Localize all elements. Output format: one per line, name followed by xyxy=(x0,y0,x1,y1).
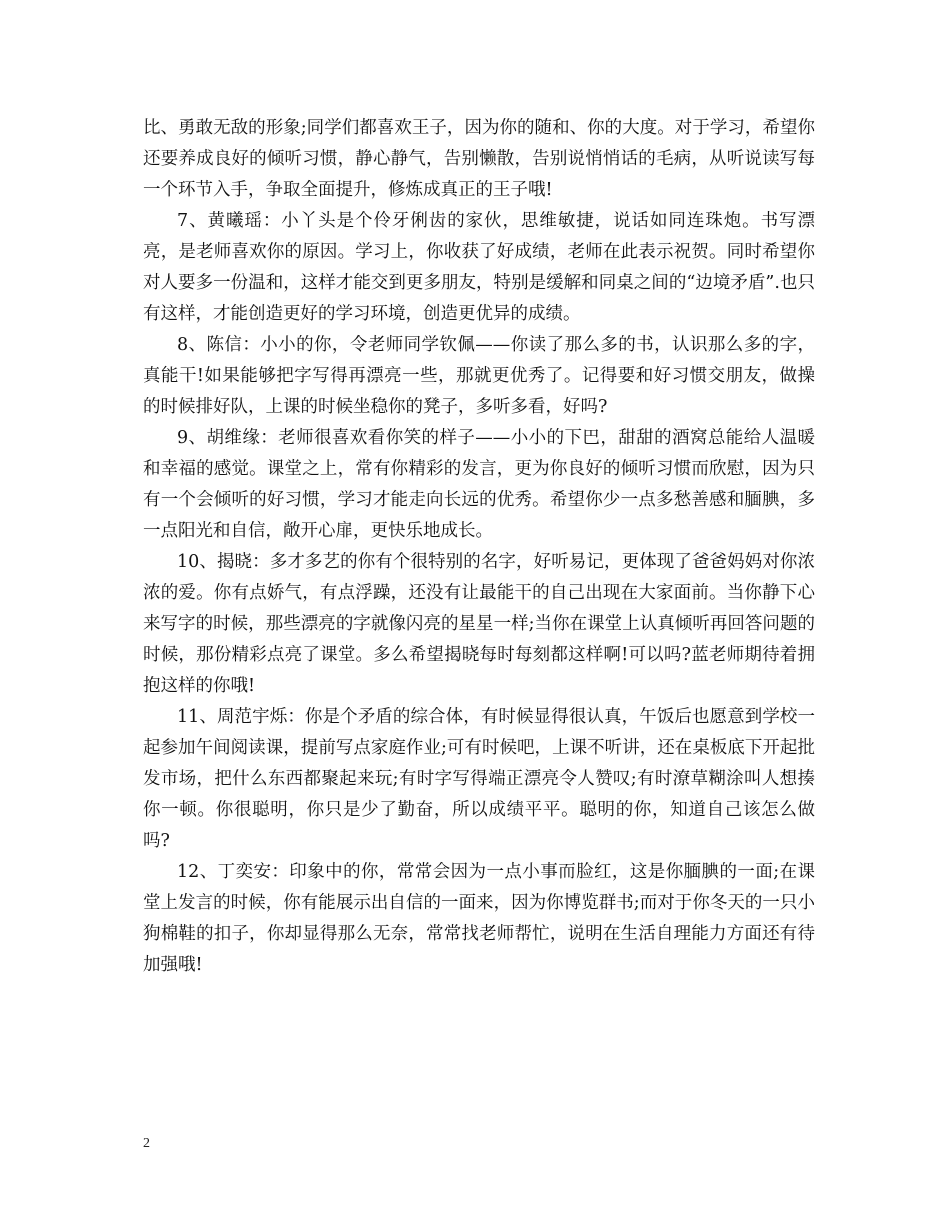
paragraph-item-7: 7、黄曦瑶：小丫头是个伶牙俐齿的家伙，思维敏捷，说话如同连珠炮。书写漂亮，是老师喜欢你的原因。学习上，你收获了好成绩，老师在此表示祝贺。同时希望你对人要多一份温和，这样才能交到更多朋友，特别是缓解和同桌之间的“边境矛盾”.也只有这样，才能创造更好的学习环境，创造更优异的成绩。 xyxy=(143,211,815,324)
paragraph-item-11: 11、周范宇烁：你是个矛盾的综合体，有时候显得很认真，午饭后也愿意到学校一起参加午间阅读课，提前写点家庭作业;可有时候吧，上课不听讲，还在桌板底下开起批发市场，把什么东西都聚起来玩;有时字写得端正漂亮令人赞叹;有时潦草糊涂叫人想揍你一顿。你很聪明，你只是少了勤奋，所以成绩平平。聪明的你，知道自己该怎么做吗? xyxy=(143,707,815,851)
paragraph-item-12: 12、丁奕安：印象中的你，常常会因为一点小事而脸红，这是你腼腆的一面;在课堂上发言的时候，你有能展示出自信的一面来，因为你博览群书;而对于你冬天的一只小狗棉鞋的扣子，你却显得那么无奈，常常找老师帮忙，说明在生活自理能力方面还有待加强哦! xyxy=(143,862,815,975)
paragraph-item-8: 8、陈信：小小的你，令老师同学钦佩——你读了那么多的书，认识那么多的字，真能干!如果能够把字写得再漂亮一些，那就更优秀了。记得要和好习惯交朋友，做操的时候排好队，上课的时候坐稳你的凳子，多听多看，好吗? xyxy=(143,335,815,417)
paragraph-continuation: 比、勇敢无敌的形象;同学们都喜欢王子，因为你的随和、你的大度。对于学习，希望你还要养成良好的倾听习惯，静心静气，告别懒散，告别说悄悄话的毛病，从听说读写每一个环节入手，争取全面提升，修炼成真正的王子哦! xyxy=(143,118,815,200)
paragraph-item-9: 9、胡维缘：老师很喜欢看你笑的样子——小小的下巴，甜甜的酒窝总能给人温暖和幸福的感觉。课堂之上，常有你精彩的发言，更为你良好的倾听习惯而欣慰，因为只有一个会倾听的好习惯，学习才能走向长远的优秀。希望你少一点多愁善感和腼腆，多一点阳光和自信，敞开心扉，更快乐地成长。 xyxy=(143,428,815,541)
document-body xyxy=(143,113,815,981)
paragraph-item-10: 10、揭晓：多才多艺的你有个很特别的名字，好听易记，更体现了爸爸妈妈对你浓浓的爱。你有点娇气，有点浮躁，还没有让最能干的自己出现在大家面前。当你静下心来写字的时候，那些漂亮的字就像闪亮的星星一样;当你在课堂上认真倾听再回答问题的时候，那份精彩点亮了课堂。多么希望揭晓每时每刻都这样啊!可以吗?蓝老师期待着拥抱这样的你哦! xyxy=(143,552,815,696)
page-number: 2 xyxy=(143,1136,150,1151)
